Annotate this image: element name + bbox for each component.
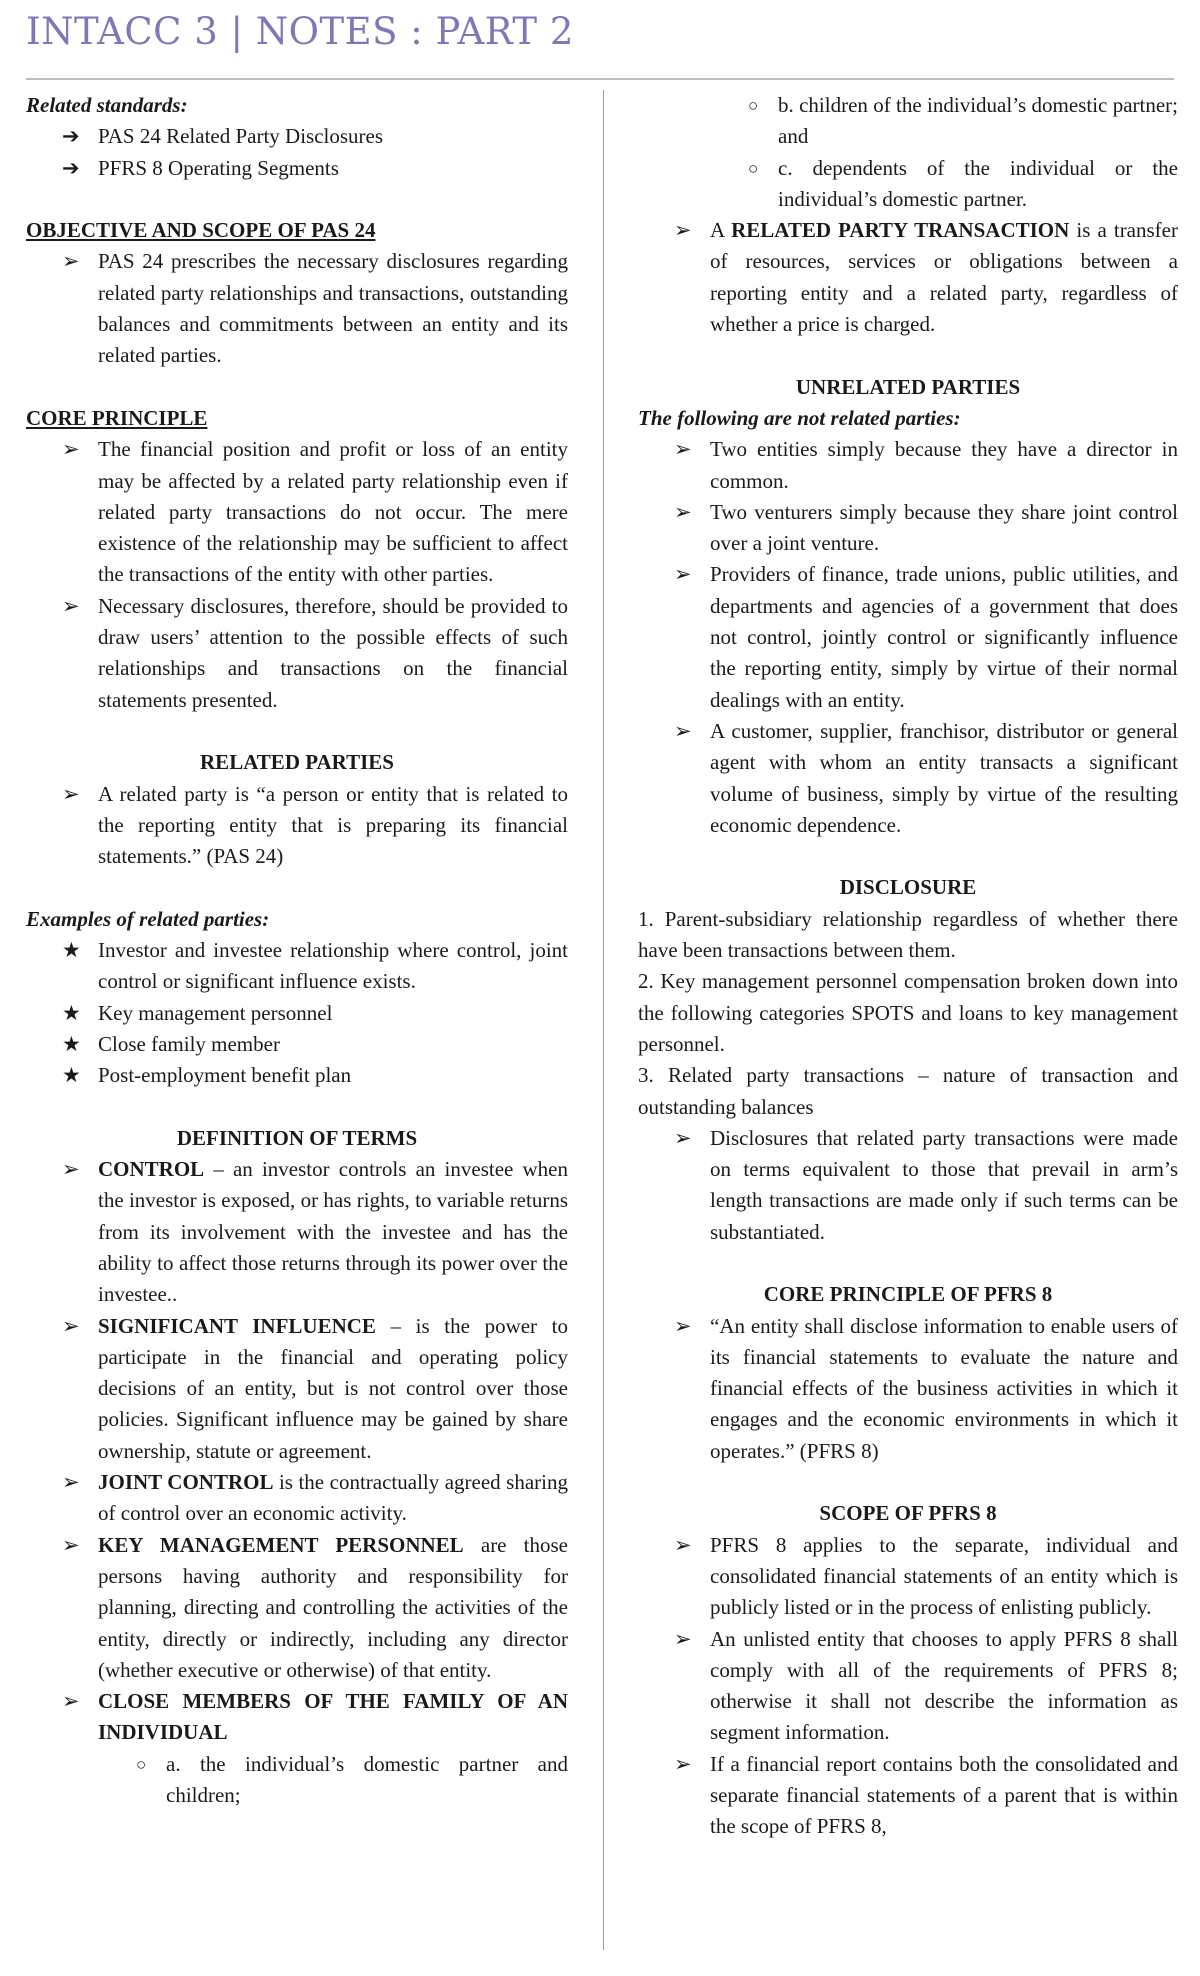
left-column [26, 90, 568, 1811]
unrelated-item: ➢ Two entities simply because they have a director in common. [638, 434, 1178, 497]
circle-bullet-icon: ○ [748, 96, 759, 115]
example-item: ★ Post-employment benefit plan [26, 1060, 568, 1091]
family-sub-item: ○ a. the individual’s domestic partner and children; [26, 1749, 568, 1812]
star-icon: ★ [62, 1000, 81, 1025]
arrowhead-icon: ➢ [674, 1751, 692, 1776]
related-standards-label: Related standards: [26, 93, 188, 117]
right-column [638, 90, 1178, 1843]
title-underline [26, 78, 1174, 80]
arrowhead-icon: ➢ [674, 499, 692, 524]
family-sub-item: ○ c. dependents of the individual or the individual’s domestic partner. [638, 153, 1178, 216]
arrowhead-icon: ➢ [674, 437, 692, 462]
circle-bullet-icon: ○ [136, 1754, 147, 1774]
core-principle-heading: CORE PRINCIPLE [26, 405, 208, 430]
arrowhead-icon: ➢ [62, 781, 80, 806]
disclosure-item: 1. Parent-subsidiary relationship regardless of whether there have been transactions between them. [638, 906, 1178, 963]
star-icon: ★ [62, 938, 81, 963]
unrelated-item: ➢ Providers of finance, trade unions, public utilities, and departments and agencies of a government that does not control, jointly control or significantly influence the reporting entity, simply by virtue of their normal dealings with an entity. [638, 559, 1178, 715]
unrelated-item: ➢ A customer, supplier, franchisor, distributor or general agent with whom an entity transacts a significant volume of business, simply by virtue of the resulting economic dependence. [638, 716, 1178, 841]
arrowhead-icon: ➢ [62, 437, 80, 462]
objective-item: ➢ PAS 24 prescribes the necessary disclosures regarding related party relationships and transactions, outstanding balances and commitments between an entity and its related parties. [26, 246, 568, 371]
arrowhead-icon: ➢ [674, 1313, 692, 1338]
unrelated-parties-heading: UNRELATED PARTIES [795, 374, 1021, 399]
example-item: ★ Close family member [26, 1029, 568, 1060]
core-principle-item: ➢ Necessary disclosures, therefore, should be provided to draw users’ attention to the possible effects of such relationships and transactions on the financial statements presented. [26, 591, 568, 716]
arrowhead-icon: ➢ [62, 1313, 80, 1338]
arrowhead-icon: ➢ [674, 562, 692, 587]
arrowhead-icon: ➢ [62, 1532, 80, 1557]
column-divider [603, 90, 604, 1950]
objective-heading: OBJECTIVE AND SCOPE OF PAS 24 [26, 218, 376, 243]
disclosure-sub-item: ➢ Disclosures that related party transactions were made on terms equivalent to those that prevail in arm’s length transactions are made only if such terms can be substantiated. [638, 1123, 1178, 1248]
definition-item: ➢ A RELATED PARTY TRANSACTION is a transfer of resources, services or obligations between a reporting entity and a related party, regardless of whether a price is charged. [638, 215, 1178, 340]
standard-item: ➔ PFRS 8 Operating Segments [26, 153, 568, 184]
definition-item: ➢ JOINT CONTROL is the contractually agreed sharing of control over an economic activity. [26, 1467, 568, 1530]
related-party-definition: ➢ A related party is “a person or entity that is related to the reporting entity that is preparing its financial statements.” (PAS 24) [26, 779, 568, 873]
related-parties-heading: RELATED PARTIES [200, 750, 394, 775]
standard-item: ➔ PAS 24 Related Party Disclosures [26, 121, 568, 152]
star-icon: ★ [62, 1063, 81, 1088]
arrowhead-icon: ➢ [674, 1125, 692, 1150]
star-icon: ★ [62, 1031, 81, 1056]
definitions-heading: DEFINITION OF TERMS [176, 1125, 418, 1150]
arrowhead-icon: ➢ [62, 1470, 80, 1495]
examples-label: Examples of related parties: [26, 906, 270, 931]
definition-item: ➢ SIGNIFICANT INFLUENCE – is the power to participate in the financial and operating policy decisions of an entity, but is not control over those policies. Significant influence may be gained by share ownership, statute or agreement. [26, 1311, 568, 1467]
definition-item: ➢ CONTROL – an investor controls an investee when the investor is exposed, or has rights, to variable returns from its involvement with the investee and has the ability to affect those returns through its power over the investee.. [26, 1154, 568, 1310]
example-item: ★ Investor and investee relationship where control, joint control or significant influence exists. [26, 935, 568, 998]
disclosure-item: 2. Key management personnel compensation broken down into the following categories SPOTS and loans to key management personnel. [638, 969, 1178, 1056]
arrowhead-icon: ➢ [674, 718, 692, 743]
example-item: ★ Key management personnel [26, 998, 568, 1029]
core-principle-item: ➢ The financial position and profit or loss of an entity may be affected by a related party relationship even if related party transactions do not occur. The mere existence of the relationship may be sufficient to affect the transactions of the entity with other parties. [26, 434, 568, 590]
disclosure-item: 3. Related party transactions – nature of transaction and outstanding balances [638, 1063, 1178, 1119]
circle-bullet-icon: ○ [748, 158, 759, 178]
pfrs8-scope-item: ➢ An unlisted entity that chooses to apply PFRS 8 shall comply with all of the requirements of PFRS 8; otherwise it shall not describe the information as segment information. [638, 1624, 1178, 1749]
pfrs8-scope-item: ➢ PFRS 8 applies to the separate, individual and consolidated financial statements of an entity which is publicly listed or in the process of enlisting publicly. [638, 1530, 1178, 1624]
unrelated-label: The following are not related parties: [638, 405, 961, 430]
arrowhead-icon: ➢ [62, 1689, 80, 1714]
arrowhead-icon: ➢ [674, 1532, 692, 1557]
arrowhead-icon: ➢ [674, 1626, 692, 1651]
unrelated-item: ➢ Two venturers simply because they share joint control over a joint venture. [638, 497, 1178, 560]
family-sub-item: ○ b. children of the individual’s domestic partner; and [638, 90, 1178, 153]
definition-item: ➢ CLOSE MEMBERS OF THE FAMILY OF AN INDIVIDUAL [26, 1686, 568, 1749]
disclosure-heading: DISCLOSURE [839, 875, 977, 900]
pfrs8-scope-item: ➢ If a financial report contains both the consolidated and separate financial statements of a parent that is within the scope of PFRS 8, [638, 1749, 1178, 1843]
page-title: INTACC 3 | NOTES : PART 2 [26, 10, 574, 53]
pfrs8-scope-heading: SCOPE OF PFRS 8 [819, 1501, 997, 1526]
arrow-icon: ➔ [62, 155, 80, 180]
arrowhead-icon: ➢ [62, 249, 80, 274]
definition-item: ➢ KEY MANAGEMENT PERSONNEL are those persons having authority and responsibility for planning, directing and controlling the activities of the entity, directly or indirectly, including any director (whether executive or otherwise) of that entity. [26, 1530, 568, 1686]
pfrs8-core-item: ➢ “An entity shall disclose information to enable users of its financial statements to evaluate the nature and financial effects of the business activities in which it engages and the economic environments in which it operates.” (PFRS 8) [638, 1311, 1178, 1467]
arrowhead-icon: ➢ [62, 1157, 80, 1182]
arrow-icon: ➔ [62, 124, 80, 149]
pfrs8-core-heading: CORE PRINCIPLE OF PFRS 8 [763, 1282, 1053, 1307]
arrowhead-icon: ➢ [62, 593, 80, 618]
arrowhead-icon: ➢ [674, 218, 692, 243]
